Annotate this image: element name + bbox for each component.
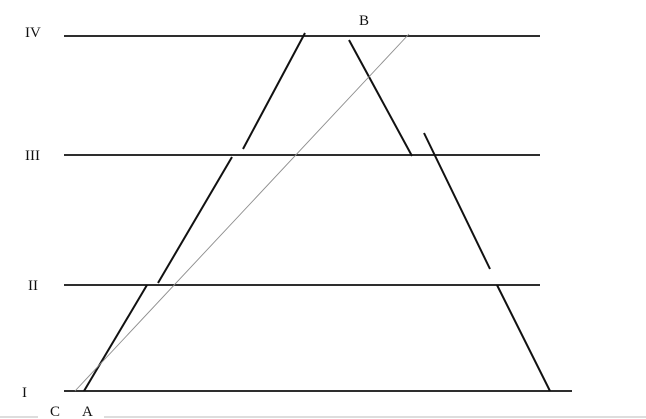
right-side-segment-bottom	[497, 285, 550, 391]
right-side-segment-top	[349, 40, 412, 156]
point-label-a: A	[82, 404, 93, 419]
left-side-segment-middle	[158, 157, 232, 283]
point-label-c: C	[50, 404, 61, 419]
diagonal-line	[75, 34, 409, 391]
left-side-segment-bottom	[84, 285, 147, 391]
level-label-iii: III	[25, 148, 40, 164]
point-label-b: B	[359, 13, 370, 29]
level-label-ii: II	[28, 278, 38, 294]
level-label-i: I	[22, 385, 27, 401]
left-side-segment-top	[243, 33, 305, 149]
level-label-iv: IV	[25, 25, 41, 41]
right-side-segment-middle	[424, 133, 490, 269]
